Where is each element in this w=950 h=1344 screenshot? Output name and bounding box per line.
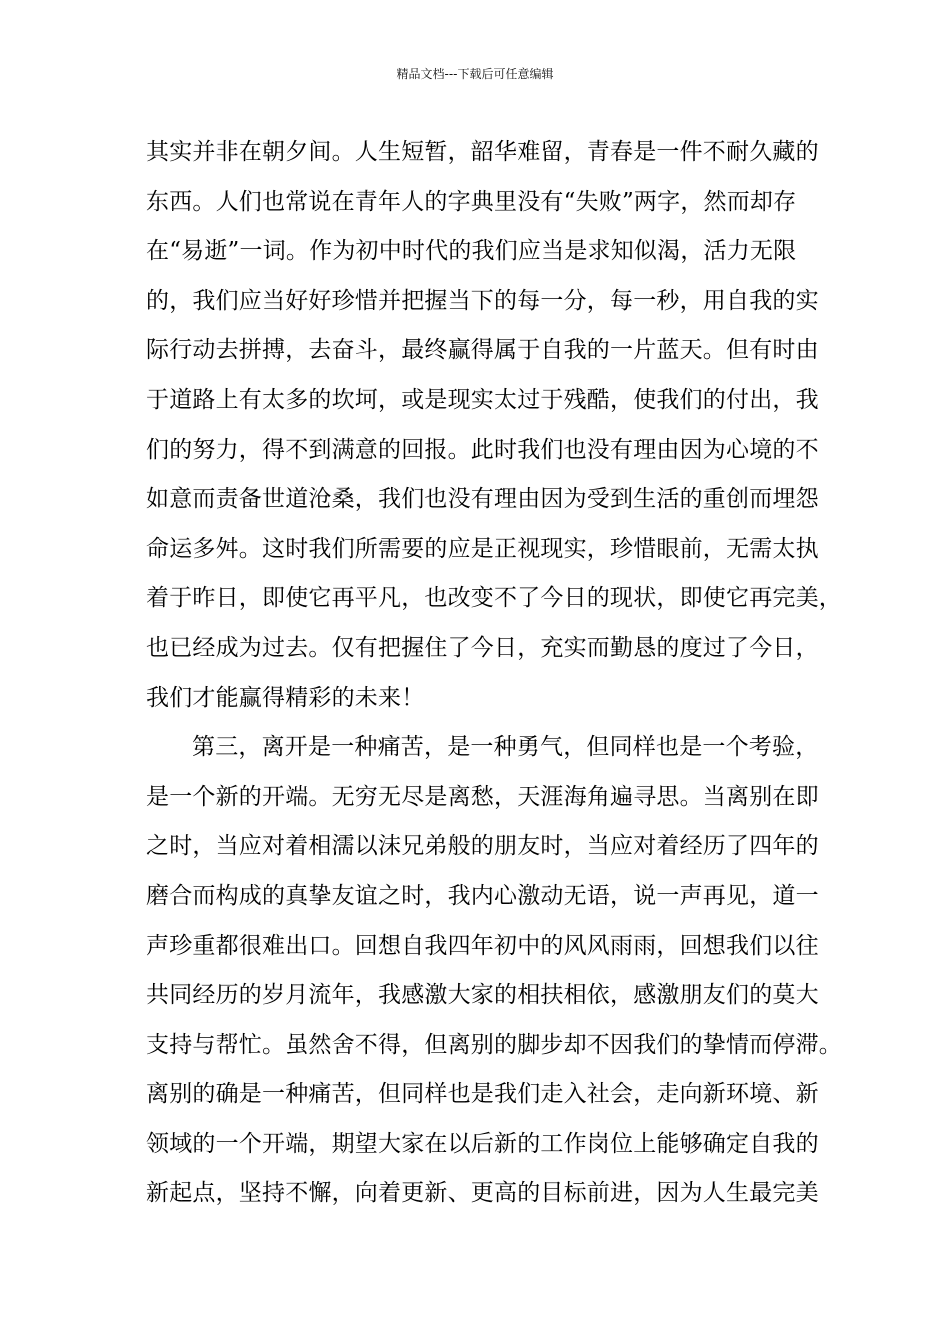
text-line: 在“易逝”一词。作为初中时代的我们应当是求知似渴，活力无限 <box>146 238 797 265</box>
document-body <box>146 128 846 1219</box>
text-line: 新起点，坚持不懈，向着更新、更高的目标前进，因为人生最完美 <box>146 1180 819 1207</box>
text-line: 如意而责备世道沧桑，我们也没有理由因为受到生活的重创而埋怨 <box>146 486 819 513</box>
page-header: 精品文档---下载后可任意编辑 <box>396 67 554 81</box>
text-line: 支持与帮忙。虽然舍不得，但离别的脚步却不因我们的挚情而停滞。 <box>146 1031 842 1058</box>
paragraph-start-line: 第三，离开是一种痛苦，是一种勇气，但同样也是一个考验， <box>192 734 819 761</box>
text-line: 磨合而构成的真挚友谊之时，我内心激动无语，说一声再见，道一 <box>146 882 819 909</box>
text-line: 领域的一个开端，期望大家在以后新的工作岗位上能够确定自我的 <box>146 1130 819 1157</box>
text-line: 也已经成为过去。仅有把握住了今日，充实而勤恳的度过了今日， <box>146 634 819 661</box>
text-line: 着于昨日，即使它再平凡，也改变不了今日的现状，即使它再完美， <box>146 585 842 612</box>
text-line: 的，我们应当好好珍惜并把握当下的每一分，每一秒，用自我的实 <box>146 287 819 314</box>
text-line: 其实并非在朝夕间。人生短暂，韶华难留，青春是一件不耐久藏的 <box>146 139 819 165</box>
text-line: 命运多舛。这时我们所需要的应是正视现实，珍惜眼前，无需太执 <box>146 535 819 562</box>
text-line: 我们才能赢得精彩的未来！ <box>146 684 425 711</box>
text-line: 共同经历的岁月流年，我感激大家的相扶相依，感激朋友们的莫大 <box>146 982 819 1009</box>
text-line: 之时，当应对着相濡以沫兄弟般的朋友时，当应对着经历了四年的 <box>146 833 819 860</box>
text-line: 于道路上有太多的坎坷，或是现实太过于残酷，使我们的付出，我 <box>146 386 819 413</box>
text-line: 声珍重都很难出口。回想自我四年初中的风风雨雨，回想我们以往 <box>146 932 819 959</box>
text-line: 离别的确是一种痛苦，但同样也是我们走入社会，走向新环境、新 <box>146 1081 819 1108</box>
text-line: 们的努力，得不到满意的回报。此时我们也没有理由因为心境的不 <box>146 436 819 463</box>
text-line: 东西。人们也常说在青年人的字典里没有“失败”两字，然而却存 <box>146 188 797 215</box>
text-line: 际行动去拼搏，去奋斗，最终赢得属于自我的一片蓝天。但有时由 <box>146 337 819 364</box>
text-line: 是一个新的开端。无穷无尽是离愁，天涯海角遍寻思。当离别在即 <box>146 783 819 810</box>
